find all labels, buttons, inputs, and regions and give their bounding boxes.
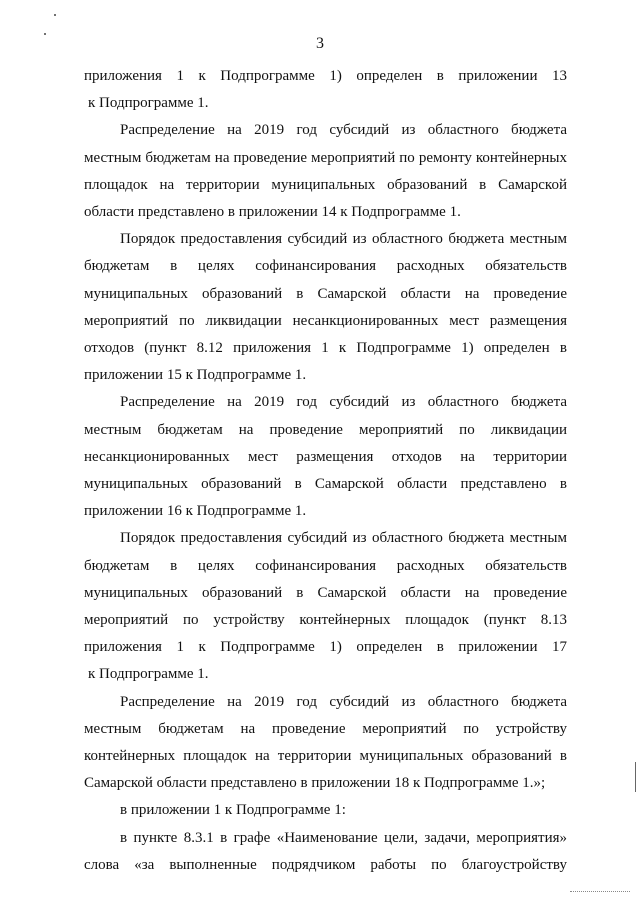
text-line: Порядок предоставления субсидий из областного бюджета местным [120,530,567,547]
scan-edge-mark [635,762,636,792]
text-line: области представлено в приложении 14 к Подпрограмме 1. [84,204,461,221]
text-line: в приложении 1 к Подпрограмме 1: [120,802,346,819]
paragraph-2 [84,117,567,226]
text-line: местным бюджетам на проведение мероприятий по ремонту контейнерных [84,149,567,166]
scan-speck [44,33,46,35]
scan-edge-mark [570,891,630,893]
text-line: контейнерных площадок на территории муниципальных образований в [84,748,567,765]
paragraph-8 [84,825,567,879]
text-line: приложения 1 к Подпрограмме 1) определен в приложении 17 [84,639,567,656]
text-line: мероприятий по ликвидации несанкционированных мест размещения [84,312,567,329]
text-line: отходов (пункт 8.12 приложения 1 к Подпрограмме 1) определен в [84,340,567,357]
text-line: Распределение на 2019 год субсидий из областного бюджета [120,394,567,411]
document-body [84,63,567,879]
paragraph-7 [84,797,567,824]
text-line: Самарской области представлено в приложении 18 к Подпрограмме 1.»; [84,775,546,792]
text-line: местным бюджетам на проведение мероприятий по ликвидации [84,421,567,438]
text-line: к Подпрограмме 1. [88,666,209,683]
text-line: к Подпрограмме 1. [88,95,209,112]
text-line: мероприятий по устройству контейнерных площадок (пункт 8.13 [84,612,567,629]
text-line: муниципальных образований в Самарской области на проведение [84,584,567,601]
text-line: площадок на территории муниципальных образований в Самарской [84,176,567,193]
paragraph-6 [84,689,567,798]
text-line: слова «за выполненные подрядчиком работы по благоустройству [84,856,567,873]
paragraph-4 [84,389,567,525]
text-line: несанкционированных мест размещения отходов на территории [84,448,567,465]
paragraph-3 [84,226,567,389]
text-line: местным бюджетам на проведение мероприятий по устройству [84,720,567,737]
text-line: Распределение на 2019 год субсидий из областного бюджета [120,122,567,139]
text-line: в пункте 8.3.1 в графе «Наименование цели, задачи, мероприятия» [120,829,567,846]
scan-speck [54,14,56,16]
text-line: бюджетам в целях софинансирования расходных обязательств [84,258,567,275]
text-line: Распределение на 2019 год субсидий из областного бюджета [120,693,567,710]
text-line: приложения 1 к Подпрограмме 1) определен в приложении 13 [84,68,567,84]
text-line: приложении 16 к Подпрограмме 1. [84,503,307,520]
paragraph-5 [84,525,567,688]
text-line: Порядок предоставления субсидий из областного бюджета местным [120,231,567,248]
paragraph-1 [84,63,567,117]
text-line: муниципальных образований в Самарской области на проведение [84,285,567,302]
text-line: муниципальных образований в Самарской области представлено в [84,476,567,493]
page-number: 3 [316,35,324,52]
text-line: приложении 15 к Подпрограмме 1. [84,367,307,384]
text-line: бюджетам в целях софинансирования расходных обязательств [84,557,567,574]
